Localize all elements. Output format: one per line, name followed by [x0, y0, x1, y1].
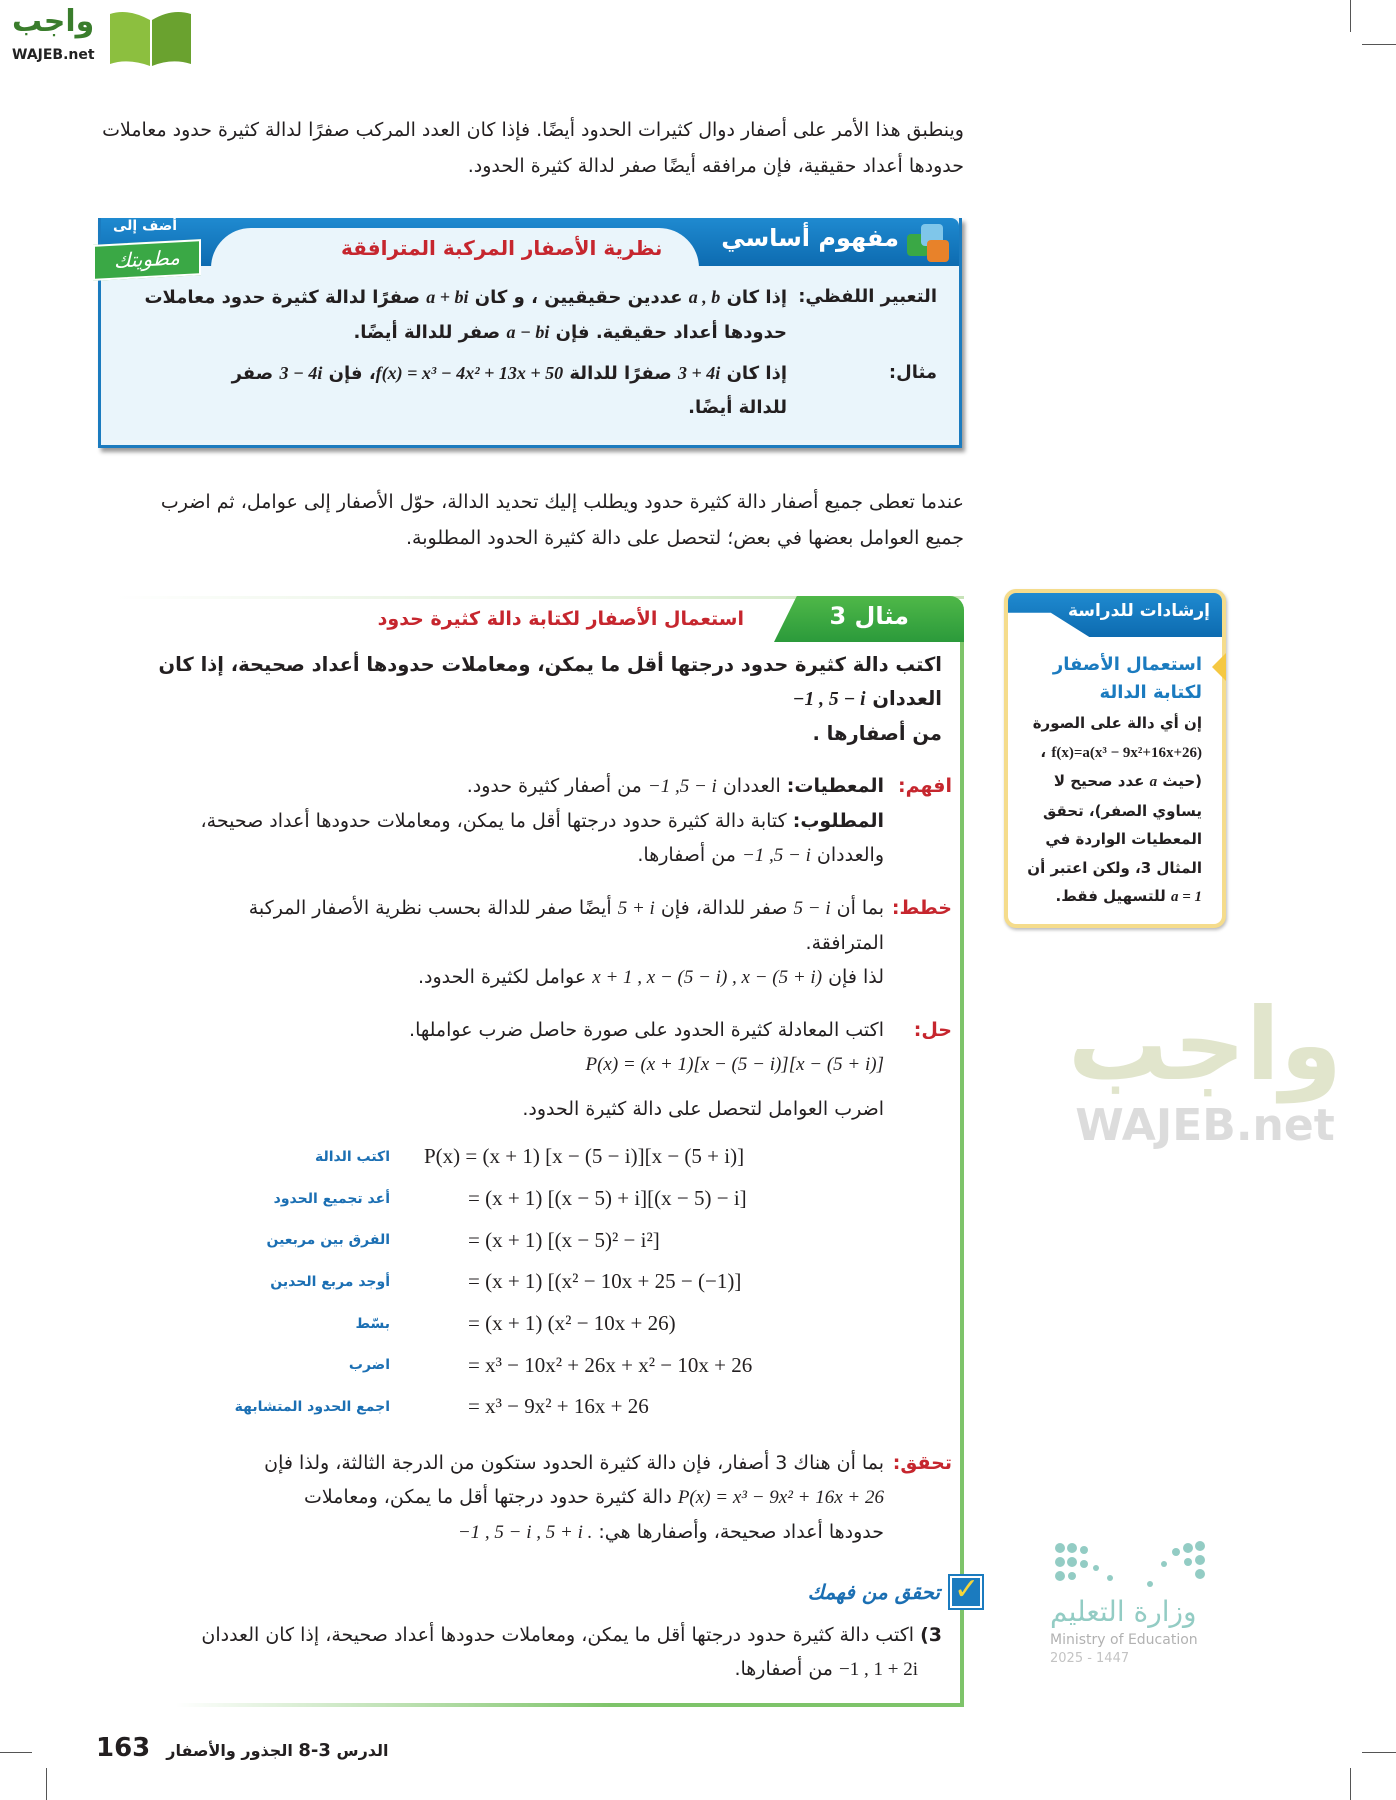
crop-mark: [1350, 1768, 1351, 1800]
intro-paragraph: وينطبق هذا الأمر على أصفار دوال كثيرات الحدود أيضًا. فإذا كان العدد المركب صفرًا لدالة كثيرة حدود معاملات حدودها أعداد حقيقية، فإن مرافقه أيضًا صفر لدالة كثيرة الحدود.: [102, 119, 964, 177]
step-equation: = x³ − 10x² + 26x + x² − 10x + 26: [468, 1352, 753, 1377]
solve-row: [90, 1013, 960, 1126]
concept-title: نظرية الأصفار المركبة المترافقة: [341, 236, 663, 260]
example-header: [115, 596, 964, 642]
pointer-arrow-icon: [1212, 653, 1226, 681]
step-row: [90, 1136, 960, 1178]
check-understanding-title: تحقق من فهمك: [807, 1579, 940, 1604]
ministry-dots-icon: [1050, 1540, 1220, 1590]
step-note: اضرب: [348, 1357, 390, 1374]
ministry-logo: وزارة التعليم Ministry of Education 2025 - 1447: [1050, 1540, 1250, 1668]
plan-row: [90, 891, 960, 995]
understand-row: [90, 769, 960, 873]
step-row: [90, 1386, 960, 1428]
step-equation: = (x + 1) [(x² − 10x + 25 − (−1)]: [468, 1269, 742, 1294]
main-column: [90, 112, 980, 1763]
lesson-footer: الدرس 3-8 الجذور والأصفار: [166, 1739, 389, 1761]
verbal-statement: التعبير اللفظي: إذا كان a , b عددين حقيقيين ، و كان a + bi صفرًا لدالة كثيرة حدود معاملات حدودها أعداد حقيقية. فإن a − bi صفر للدالة أيضًا.: [144, 286, 937, 343]
step-note: بسّط: [355, 1315, 390, 1332]
check-row: [90, 1446, 960, 1550]
step-row: [90, 1219, 960, 1261]
step-check: تحقق:: [892, 1451, 952, 1474]
checkmark-icon: ✓: [950, 1576, 982, 1608]
step-note: اكتب الدالة: [314, 1148, 390, 1165]
study-tip-sidebar: [1004, 589, 1226, 928]
study-tip-heading: استعمال الأصفار لكتابة الدالة: [1052, 654, 1202, 703]
step-equation: P(x) = (x + 1) [x − (5 − i)][x − (5 + i)]: [424, 1144, 745, 1169]
step-understand: افهم:: [898, 775, 952, 797]
solve-text: اكتب المعادلة كثيرة الحدود على صورة حاصل ضرب عواملها. P(x) = (x + 1)[x − (5 − i)][x − (5 + i)] اضرب العوامل لتحصل على دالة كثيرة الحدود.: [409, 1019, 884, 1120]
step-note: اجمع الحدود المتشابهة: [234, 1398, 390, 1415]
watermark: واجب WAJEB.net: [1067, 986, 1343, 1151]
step-equation: = (x + 1) [(x − 5) + i][(x − 5) − i]: [468, 1186, 747, 1211]
step-note: الفرق بين مربعين: [266, 1232, 390, 1249]
foldable-badge: أضف إلى مطويتك: [93, 212, 203, 282]
crop-mark: [1362, 44, 1396, 45]
example-prompt: اكتب دالة كثيرة حدود درجتها أقل ما يمكن، ومعاملات حدودها أعداد صحيحة، إذا كان العددان −1 , 5 − i من أصفارها .: [158, 653, 942, 745]
check-text: بما أن هناك 3 أصفار، فإن دالة كثيرة الحدود ستكون من الدرجة الثالثة، ولذا فإن P(x) = x³ − 9x² + 16x + 26 دالة كثيرة حدود درجتها أقل ما يمكن، ومعاملات حدودها أعداد صحيحة، وأصفارها هي: −1 , 5 − i , 5 + i .: [264, 1451, 884, 1543]
step-row: [90, 1344, 960, 1386]
example-title: استعمال الأصفار لكتابة دالة كثيرة حدود: [377, 608, 744, 630]
page-footer: [90, 1733, 964, 1763]
example-body: [90, 642, 980, 1707]
example-label: مثال 3: [829, 602, 909, 630]
step-equation: = (x + 1) [(x − 5)² − i²]: [468, 1227, 660, 1252]
study-tip-body: إن أي دالة على الصورة f(x)=a(x³ − 9x²+16x+26) ، (حيث a عدد صحيح لا يساوي الصفر)، تحقق المعطيات الواردة في المثال 3، ولكن اعتبر أن a = 1 للتسهيل فقط.: [1027, 714, 1202, 905]
wajeb-logo: واجب WAJEB.net: [8, 4, 193, 68]
page-number: 163: [96, 1732, 151, 1763]
solution-steps: [90, 1136, 960, 1428]
crop-mark: [1362, 1752, 1396, 1753]
step-note: أعد تجميع الحدود: [273, 1190, 390, 1207]
step-equation: = x³ − 9x² + 16x + 26: [468, 1394, 649, 1419]
check-understanding-header: [90, 1571, 982, 1608]
concept-example: مثال: إذا كان 3 + 4i صفرًا للدالة f(x) = x³ − 4x² + 13x + 50، فإن 3 − 4i صفر للدالة أيضًا.: [231, 362, 937, 418]
key-concept-box: [98, 218, 962, 448]
book-icon: [108, 6, 193, 68]
crop-mark: [46, 1768, 47, 1800]
step-plan: خطط:: [891, 897, 952, 919]
crop-mark: [1350, 0, 1351, 32]
paragraph-2: عندما تعطى جميع أصفار دالة كثيرة حدود ويطلب إليك تحديد الدالة، حوّل الأصفار إلى عوامل، ثم اضرب جميع العوامل بعضها في بعض؛ لتحصل على دالة كثيرة الحدود المطلوبة.: [160, 491, 964, 549]
plan-text: بما أن 5 − i صفر للدالة، فإن 5 + i أيضًا صفر للدالة بحسب نظرية الأصفار المركبة المترافقة. لذا فإن x + 1 , x − (5 − i) , x − (5 + i) عوامل لكثيرة الحدود.: [248, 897, 884, 988]
step-note: أوجد مربع الحدين: [270, 1273, 390, 1290]
exercise-3: 3) اكتب دالة كثيرة حدود درجتها أقل ما يمكن، ومعاملات حدودها أعداد صحيحة، إذا كان العددان −1 , 1 + 2i من أصفارها.: [201, 1623, 942, 1680]
understand-text: المعطيات: العددان −1 ,5 − i من أصفار كثيرة حدود. المطلوب: كتابة دالة كثيرة حدود درجتها أقل ما يمكن، ومعاملات حدودها أعداد صحيحة، والعددان −1 ,5 − i من أصفارها.: [200, 775, 884, 866]
step-row: [90, 1303, 960, 1345]
step-row: [90, 1261, 960, 1303]
step-row: [90, 1178, 960, 1220]
key-concept-icon: [903, 220, 953, 268]
study-tip-title: إرشادات للدراسة: [1067, 601, 1210, 621]
crop-mark: [0, 1752, 32, 1753]
step-solve: حل:: [913, 1019, 952, 1041]
step-equation: = (x + 1) (x² − 10x + 26): [468, 1311, 676, 1336]
concept-label: مفهوم أساسي: [721, 224, 899, 252]
